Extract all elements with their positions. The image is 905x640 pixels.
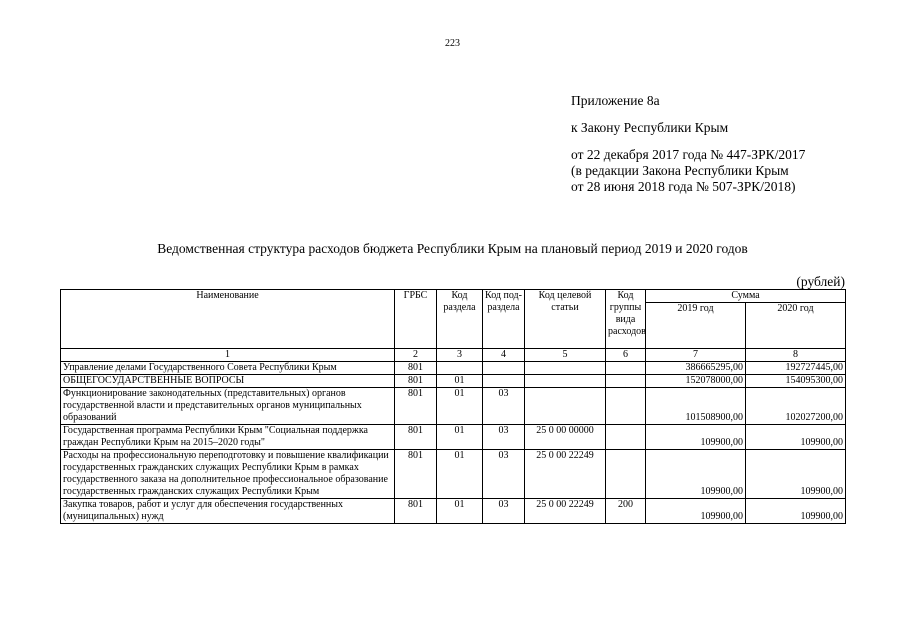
row-section: 01: [437, 425, 483, 450]
header-2020: 2020 год: [746, 303, 846, 349]
row-subsection: 03: [483, 450, 525, 499]
row-grbs: 801: [395, 450, 437, 499]
row-target: [525, 375, 606, 388]
row-target: 25 0 00 22249: [525, 499, 606, 524]
table-row: [61, 362, 846, 375]
header-name: Наименование: [61, 290, 395, 349]
column-number: 3: [437, 349, 483, 362]
row-subsection: [483, 362, 525, 375]
column-number: 2: [395, 349, 437, 362]
row-section: 01: [437, 499, 483, 524]
row-grbs: 801: [395, 362, 437, 375]
appendix-line-4: (в редакции Закона Республики Крым: [571, 163, 789, 178]
page-number: 223: [445, 38, 460, 49]
row-grbs: 801: [395, 375, 437, 388]
row-2019: 386665295,00: [646, 362, 746, 375]
row-target: [525, 388, 606, 425]
budget-table: [60, 289, 846, 524]
table-row: [61, 499, 846, 524]
row-name: Закупка товаров, работ и услуг для обеспечения государственных (муниципальных) нужд: [61, 499, 395, 524]
row-2019: 109900,00: [646, 450, 746, 499]
row-subsection: 03: [483, 425, 525, 450]
row-section: 01: [437, 375, 483, 388]
row-2019: 109900,00: [646, 425, 746, 450]
row-2020: 109900,00: [746, 450, 846, 499]
row-2020: 109900,00: [746, 425, 846, 450]
row-2019: 101508900,00: [646, 388, 746, 425]
header-subsection: Код под-раздела: [483, 290, 525, 349]
row-group: [606, 425, 646, 450]
column-number: 6: [606, 349, 646, 362]
header-group: Код группы вида расходов: [606, 290, 646, 349]
row-grbs: 801: [395, 388, 437, 425]
row-target: [525, 362, 606, 375]
row-subsection: [483, 375, 525, 388]
row-2020: 192727445,00: [746, 362, 846, 375]
row-name: ОБЩЕГОСУДАРСТВЕННЫЕ ВОПРОСЫ: [61, 375, 395, 388]
row-section: 01: [437, 388, 483, 425]
appendix-line-1: Приложение 8а: [571, 93, 660, 108]
row-group: [606, 450, 646, 499]
header-grbs: ГРБС: [395, 290, 437, 349]
row-2019: 152078000,00: [646, 375, 746, 388]
row-section: [437, 362, 483, 375]
row-name: Государственная программа Республики Крым "Социальная поддержка граждан Республики Крым на 2015–2020 годы": [61, 425, 395, 450]
row-grbs: 801: [395, 425, 437, 450]
row-2019: 109900,00: [646, 499, 746, 524]
row-group: [606, 388, 646, 425]
row-2020: 154095300,00: [746, 375, 846, 388]
table-row: [61, 388, 846, 425]
column-number: 5: [525, 349, 606, 362]
header-sum: Сумма: [646, 290, 846, 303]
row-group: [606, 362, 646, 375]
row-subsection: 03: [483, 499, 525, 524]
row-section: 01: [437, 450, 483, 499]
row-name: Расходы на профессиональную переподготовку и повышение квалификации государственных гражданских служащих Республики Крым в рамках государственного заказа на дополнительное профессиональное образование государственных гражданских служащих Республики Крым: [61, 450, 395, 499]
row-target: 25 0 00 22249: [525, 450, 606, 499]
appendix-line-5: от 28 июня 2018 года № 507-ЗРК/2018): [571, 179, 796, 194]
table-row: [61, 375, 846, 388]
header-2019: 2019 год: [646, 303, 746, 349]
header-target: Код целевой статьи: [525, 290, 606, 349]
row-2020: 102027200,00: [746, 388, 846, 425]
row-2020: 109900,00: [746, 499, 846, 524]
column-number-row: [61, 349, 846, 362]
row-name: Управление делами Государственного Совета Республики Крым: [61, 362, 395, 375]
appendix-line-3: от 22 декабря 2017 года № 447-ЗРК/2017: [571, 147, 806, 162]
document-title: Ведомственная структура расходов бюджета Республики Крым на плановый период 2019 и 2020 годов: [157, 241, 748, 256]
column-number: 7: [646, 349, 746, 362]
header-section: Код раздела: [437, 290, 483, 349]
row-target: 25 0 00 00000: [525, 425, 606, 450]
row-group: 200: [606, 499, 646, 524]
table-row: [61, 425, 846, 450]
row-name: Функционирование законодательных (представительных) органов государственной власти и представительных органов муниципальных образований: [61, 388, 395, 425]
column-number: 1: [61, 349, 395, 362]
row-group: [606, 375, 646, 388]
row-grbs: 801: [395, 499, 437, 524]
currency-note: (рублей): [796, 274, 845, 289]
column-number: 8: [746, 349, 846, 362]
table-row: [61, 450, 846, 499]
column-number: 4: [483, 349, 525, 362]
appendix-line-2: к Закону Республики Крым: [571, 120, 729, 135]
row-subsection: 03: [483, 388, 525, 425]
